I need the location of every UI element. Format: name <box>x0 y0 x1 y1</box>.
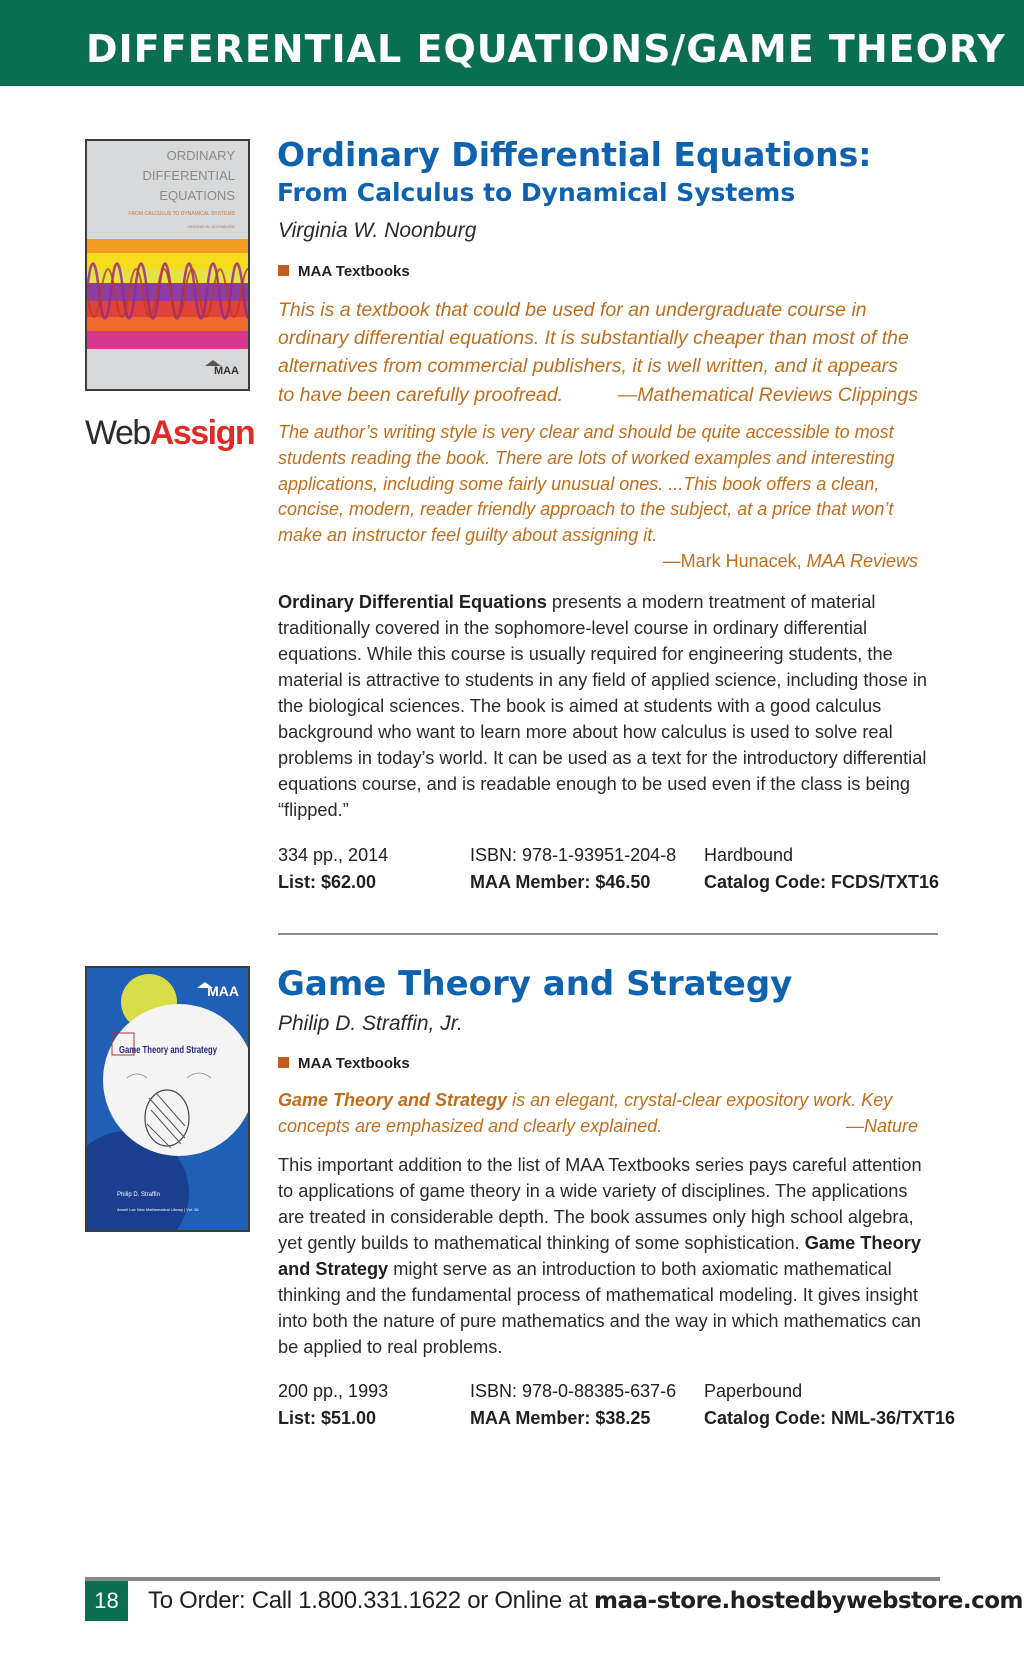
info-binding-catalog-game-theory <box>704 1378 955 1432</box>
description-text: presents a modern treatment of material traditionally covered in the sophomore-level course in ordinary differential equations. While this course is usually required for engineering students, the material is attractive to students in any field of applied science, including those in the biological sciences. The book is aimed at students with a good calculus background who want to learn more about how calculus is used to solve real problems in today’s world. It can be used as a text for the introductory differential equations course, and is readable enough to be used even if the class is being “flipped.” <box>278 592 928 820</box>
section-banner <box>0 0 1024 86</box>
series-square-icon <box>278 265 289 276</box>
quote-line: alternatives from commercial publishers, it is well written, and it appears <box>278 355 898 378</box>
book-description-ode <box>278 589 938 823</box>
quote-text: The author’s writing style is very clear and should be quite accessible to most students reading the book. There are lots of worked examples and interesting applications, including some fairly unusual ones. ...This book offers a clean, concise, modern, reader friendly approach to the subject, at a price that won’t make an instructor feel guilty about assigning it. <box>278 422 895 546</box>
quote-line-last: to have been carefully proofread. —Mathematical Reviews Clippings <box>278 381 918 409</box>
book-cover-ode <box>85 139 250 391</box>
cover-subtitle: FROM CALCULUS TO DYNAMICAL SYSTEMS <box>128 211 235 217</box>
page-number: 18 <box>85 1581 128 1621</box>
cover-series: Anneli Lax New Mathematical Library | Vol. 36 <box>117 1207 199 1212</box>
binding: Paperbound <box>704 1381 803 1401</box>
webassign-logo-assign: Assign <box>149 414 255 452</box>
catalog-code: Catalog Code: FCDS/TXT16 <box>704 872 940 892</box>
footer-divider <box>85 1577 940 1581</box>
quote-attribution: —Nature <box>845 1116 918 1136</box>
quote-attribution: —Mark Hunacek, MAA Reviews <box>662 550 918 571</box>
book-author-ode: Virginia W. Noonburg <box>278 219 477 242</box>
member-price: MAA Member: $46.50 <box>470 872 651 892</box>
cover-title-line-2: DIFFERENTIAL <box>142 168 235 183</box>
book-description-game-theory <box>278 1152 938 1360</box>
info-isbn-member-game-theory <box>470 1378 676 1432</box>
pages-year: 200 pp., 1993 <box>278 1381 389 1401</box>
series-label-game-theory <box>278 1054 410 1074</box>
ode-cover-art <box>87 141 250 391</box>
list-price: List: $62.00 <box>278 872 377 892</box>
quote-line: This is a textbook that could be used for an undergraduate course in <box>278 299 867 321</box>
list-price: List: $51.00 <box>278 1408 377 1428</box>
cover-title-line-3: EQUATIONS <box>159 188 235 203</box>
book-title-ode: Ordinary Differential Equations: <box>277 135 872 174</box>
order-text: To Order: Call 1.800.331.1622 or Online at <box>148 1587 595 1614</box>
pages-year: 334 pp., 2014 <box>278 845 389 865</box>
cover-publisher-logo: MAA <box>207 983 239 999</box>
info-pages-price-ode <box>278 842 388 896</box>
series-text: MAA Textbooks <box>298 1055 410 1072</box>
review-quote-game-theory <box>278 1087 918 1139</box>
section-title: DIFFERENTIAL EQUATIONS/GAME THEORY <box>86 27 1006 71</box>
cover-author: Philip D. Straffin <box>117 1192 160 1198</box>
cover-author: VIRGINIA W. NOONBURG <box>187 224 235 229</box>
game-theory-cover-art <box>87 968 250 1232</box>
webassign-logo-web: Web <box>85 414 150 452</box>
description-bold-title: Game Theory and Strategy <box>278 1233 921 1279</box>
description-bold-title: Ordinary Differential Equations <box>278 592 547 612</box>
info-isbn-member-ode <box>470 842 676 896</box>
description-text-1: This important addition to the list of MAA Textbooks series pays careful attention to applications of game theory in a wide variety of disciplines. The applications are treated in considerable depth. The book assumes only high school algebra, yet gently builds to mathematical thinking of some sophistication. <box>278 1155 922 1253</box>
review-quote-1 <box>278 296 918 409</box>
member-price: MAA Member: $38.25 <box>470 1408 651 1428</box>
series-text: MAA Textbooks <box>298 263 410 280</box>
section-divider <box>278 933 938 935</box>
info-binding-catalog-ode <box>704 842 939 896</box>
description-text-2: might serve as an introduction to both axiomatic mathematical thinking and the fundamental process of mathematical modeling. It gives insight into both the nature of pure mathematics and the way in which mathematics can be applied to real problems. <box>278 1259 921 1357</box>
review-quote-2 <box>278 420 918 575</box>
binding: Hardbound <box>704 845 794 865</box>
cover-publisher-logo: MAA <box>213 365 239 377</box>
isbn: ISBN: 978-1-93951-204-8 <box>470 845 677 865</box>
quote-attribution: —Mathematical Reviews Clippings <box>617 383 918 406</box>
cover-title-line-1: ORDINARY <box>166 148 235 163</box>
cover-title: Game Theory and Strategy <box>119 1045 218 1056</box>
webassign-logo <box>85 413 254 453</box>
series-square-icon <box>278 1057 289 1068</box>
info-pages-price-game-theory <box>278 1378 388 1432</box>
book-cover-game-theory <box>85 966 250 1232</box>
isbn: ISBN: 978-0-88385-637-6 <box>470 1381 677 1401</box>
quote-line: ordinary differential equations. It is substantially cheaper than most of the <box>278 327 909 350</box>
order-info <box>148 1584 1023 1618</box>
book-author-game-theory: Philip D. Straffin, Jr. <box>278 1012 463 1035</box>
book-title-game-theory: Game Theory and Strategy <box>277 964 793 1004</box>
book-subtitle-ode: From Calculus to Dynamical Systems <box>277 178 796 207</box>
catalog-code: Catalog Code: NML-36/TXT16 <box>704 1408 956 1428</box>
series-label-ode <box>278 262 410 282</box>
quote-text: Game Theory and Strategy is an elegant, crystal-clear expository work. Key concepts are emphasized and clearly explained. <box>278 1090 893 1136</box>
store-url-link[interactable]: maa-store.hostedbywebstore.com <box>594 1588 1024 1614</box>
